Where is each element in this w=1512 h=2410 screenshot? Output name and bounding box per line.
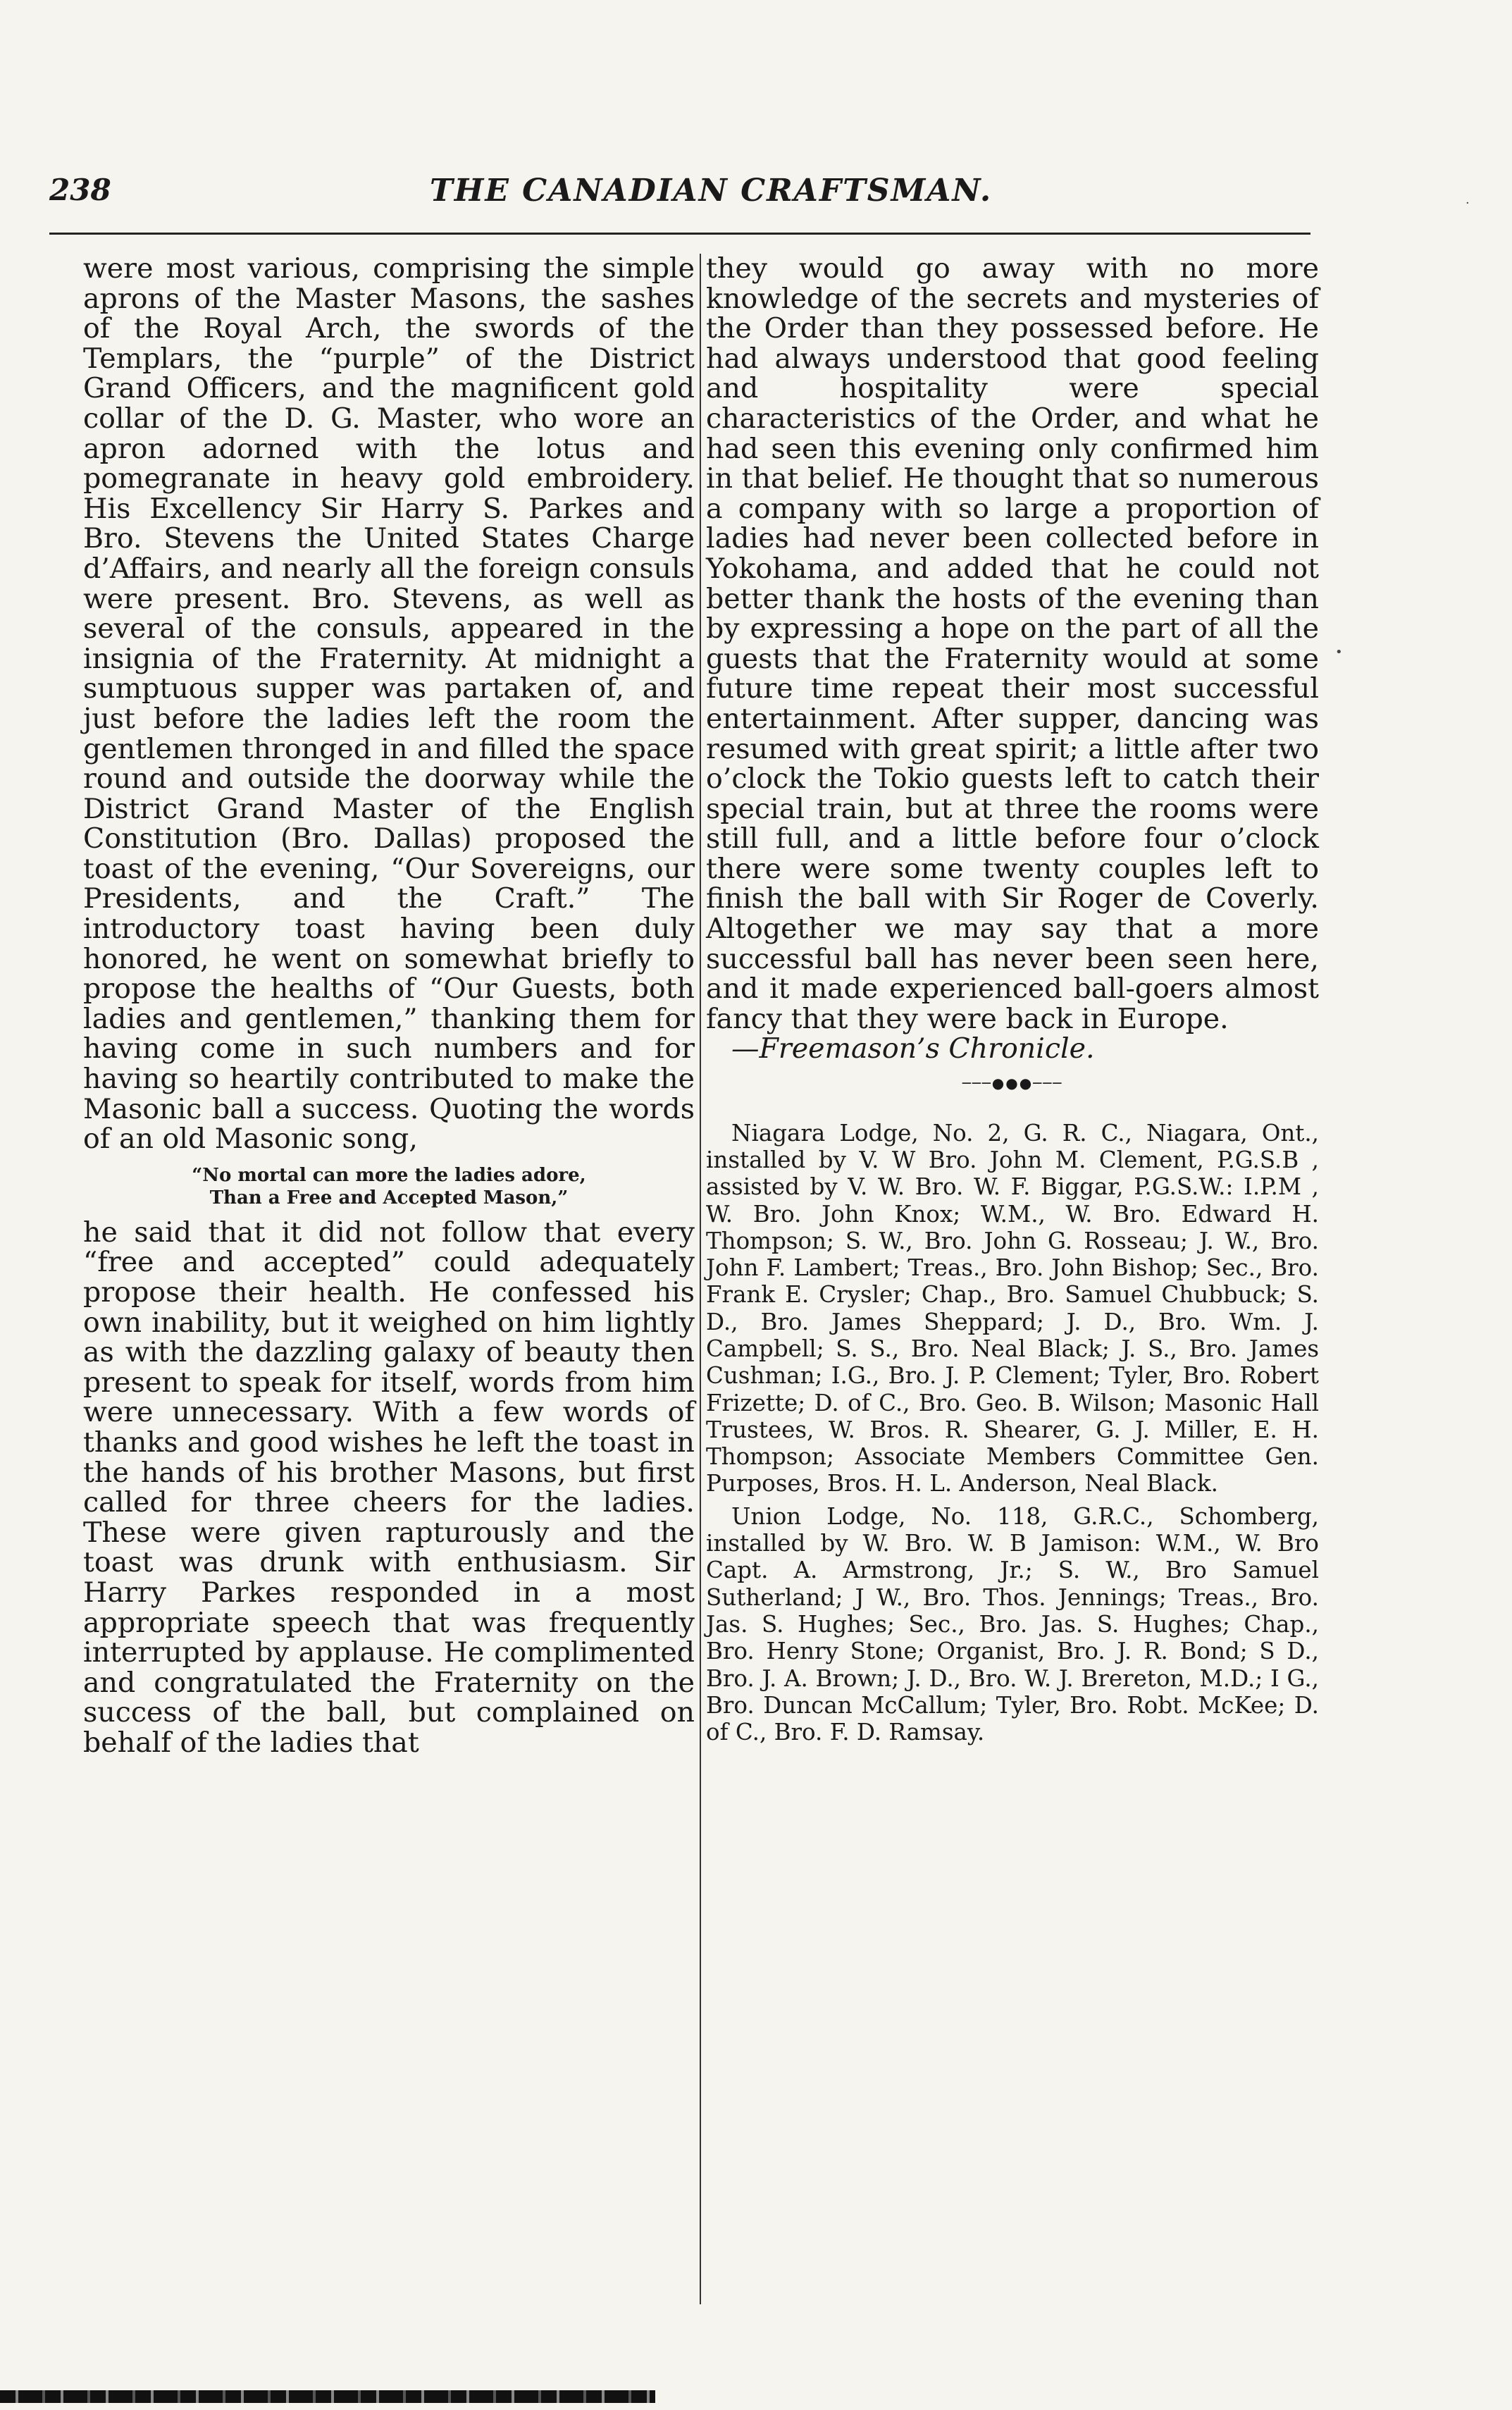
margin-dot: · (1465, 196, 1470, 211)
column-divider (700, 254, 701, 2304)
union-lodge-notice: Union Lodge, No. 118, G.R.C., Schomberg, installed by W. Bro. W. B Jamison: W.M., W. Bro Capt. A. Armstrong, Jr.; S. W., Bro Samuel Sutherland; J W., Bro. Thos. Jennings; Treas., Bro. Jas. S. Hughes; Sec., Bro. Jas. S. Hughes; Chap., Bro. Henry Stone; Organist, Bro. J. R. Bond; S D., Bro. J. A. Brown; J. D., Bro. W. J. Brereton, M.D.; I G., Bro. Duncan McCallum; Tyler, Bro. Robt. McKee; D. of C., Bro. F. D. Ramsay. (706, 1502, 1319, 1746)
left-paragraph-2: he said that it did not follow that every “free and accepted” could adequately propose their health. He confessed his own inability, but it weighed on him lightly as with the dazzling galaxy of beauty then present to speak for itself, words from him were unnecessary. With a few words of thanks and good wishes he left the toast in the hands of his brother Masons, but first called for three cheers for the ladies. These were given rapturously and the toast was drunk with enthusiasm. Sir Harry Parkes responded in a most appropriate speech that was frequently interrupted by applause. He complimented and congratulated the Fraternity on the success of the ball, but complained on behalf of the ladies that (83, 1216, 695, 1759)
page-number: 238 (49, 173, 111, 207)
source-attribution: —Freemason’s Chronicle. (731, 1032, 1095, 1065)
page-header (49, 173, 1318, 222)
scan-edge (0, 2390, 655, 2403)
right-paragraph-1: they would go away with no more knowledge of the secrets and mysteries of the Order than they possessed before. He had always understood that good feeling and hospitality were special characteristics of the Order, and what he had seen this evening only confirmed him in that belief. He thought that so numerous a company with so large a proportion of ladies had never been collected before in Yokohama, and added that he could not better thank the hosts of the evening than by expressing a hope on the part of all the guests that the Fraternity would at some future time repeat their most successful entertainment. After supper, dancing was resumed with great spirit; a little after two o’clock the Tokio guests left to catch their special train, but at three the rooms were still full, and a little before four o’clock there were some twenty couples left to finish the ball with Sir Roger de Coverly. Altogether we may say that a more successful ball has never been seen here, and it made experienced ball-goers almost fancy that they were back in Europe. (706, 252, 1319, 1035)
left-paragraph-1: were most various, comprising the simple aprons of the Master Masons, the sashes of the Royal Arch, the swords of the Templars, the “purple” of the District Grand Officers, and the magnificent gold collar of the D. G. Master, who wore an apron adorned with the lotus and pomegranate in heavy gold embroidery. His Excellency Sir Harry S. Parkes and Bro. Stevens the United States Charge d’Affairs, and nearly all the foreign consuls were present. Bro. Stevens, as well as several of the consuls, appeared in the insignia of the Fraternity. At midnight a sumptuous supper was partaken of, and just before the ladies left the room the gentlemen thronged in and filled the space round and outside the doorway while the District Grand Master of the English Constitution (Bro. Dallas) proposed the toast of the evening, “Our Sovereigns, our Presidents, and the Craft.” The introductory toast having been duly honored, he went on somewhat briefly to propose the healths of “Our Guests, both ladies and gentlemen,” thanking them for having come in such numbers and for having so heartily contributed to make the Masonic ball a success. Quoting the words of an old Masonic song, (83, 252, 695, 1156)
quote-line-2: Than a Free and Accepted Mason,” (209, 1187, 569, 1209)
left-column (83, 254, 695, 1758)
header-rule (49, 233, 1310, 235)
running-title: THE CANADIAN CRAFTSMAN. (430, 173, 993, 209)
quote-line-1: “No mortal can more the ladies adore, (192, 1164, 586, 1186)
song-quote (83, 1164, 695, 1209)
margin-dot: • (1335, 645, 1343, 660)
niagara-lodge-notice: Niagara Lodge, No. 2, G. R. C., Niagara, Ont., installed by V. W Bro. John M. Clement, P.G.S.B , assisted by V. W. Bro. W. F. Biggar, P.G.S.W.: I.P.M , W. Bro. John Knox; W.M., W. Bro. Edward H. Thompson; S. W., Bro. John G. Rosseau; J. W., Bro. John F. Lambert; Treas., Bro. John Bishop; Sec., Bro. Frank E. Crysler; Chap., Bro. Samuel Chubbuck; S. D., Bro. James Sheppard; J. D., Bro. Wm. J. Campbell; S. S., Bro. Neal Black; J. S., Bro. James Cushman; I.G., Bro. J. P. Clement; Tyler, Bro. Robert Frizette; D. of C., Bro. Geo. B. Wilson; Masonic Hall Trustees, W. Bros. R. Shearer, G. J. Miller, E. H. Thompson; Associate Members Committee Gen. Purposes, Bros. H. L. Anderson, Neal Black. (706, 1119, 1319, 1497)
right-column (706, 254, 1319, 1745)
section-ornament: ───●●●─── (962, 1075, 1063, 1092)
lodge-notices (706, 1120, 1319, 1746)
